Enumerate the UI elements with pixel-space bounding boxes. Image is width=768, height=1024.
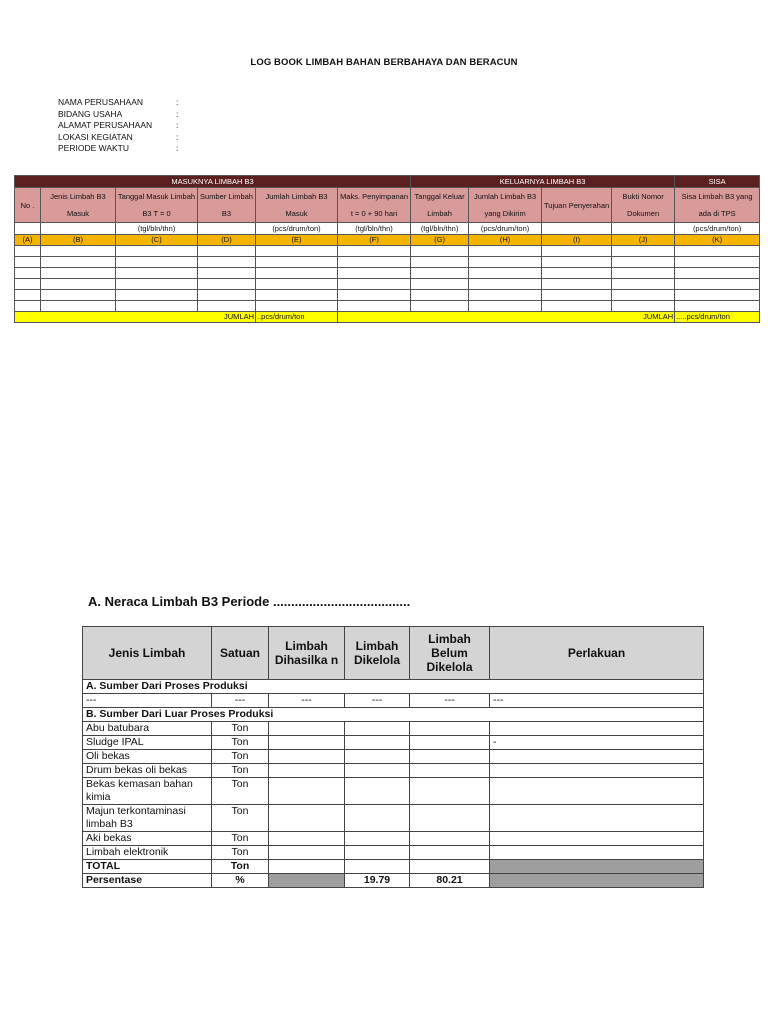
satuan-cell: Ton [212, 778, 269, 805]
unit-cell: (tgl/bln/thn) [411, 223, 469, 235]
jenis-cell: Sludge IPAL [83, 736, 212, 750]
persentase-belum: 80.21 [410, 874, 490, 888]
col-header-bukti: Bukti Nomor Dokumen [612, 188, 675, 223]
letter-cell: (E) [256, 235, 338, 246]
satuan-cell: Ton [212, 832, 269, 846]
dash-cell: --- [410, 694, 490, 708]
jenis-cell: Abu batubara [83, 722, 212, 736]
jenis-cell: Bekas kemasan bahan kimia [83, 778, 212, 805]
info-row [58, 97, 184, 109]
letter-cell: (B) [41, 235, 116, 246]
total-perlakuan-shaded [490, 860, 704, 874]
perlakuan-cell [490, 805, 704, 832]
neraca-header-satuan: Satuan [212, 627, 269, 680]
info-label: BIDANG USAHA [58, 108, 123, 119]
letter-cell: (H) [469, 235, 542, 246]
dash-cell: --- [345, 694, 410, 708]
table-row [83, 722, 704, 736]
col-header-tujuan: Tujuan Penyerahan [542, 188, 612, 223]
letter-cell: (A) [15, 235, 41, 246]
jumlah-label-in: JUMLAH [15, 312, 256, 323]
neraca-title: A. Neraca Limbah B3 Periode ...................................... [88, 594, 411, 609]
section-b-label: B. Sumber Dari Luar Proses Produksi [83, 708, 704, 722]
info-row [58, 120, 184, 132]
unit-cell [198, 223, 256, 235]
perlakuan-cell: - [490, 736, 704, 750]
perlakuan-cell [490, 722, 704, 736]
jenis-cell: Aki bekas [83, 832, 212, 846]
unit-cell [41, 223, 116, 235]
info-label: LOKASI KEGIATAN [58, 131, 133, 142]
table-row [83, 694, 704, 708]
info-row [58, 143, 184, 155]
neraca-header-jenis: Jenis Limbah [83, 627, 212, 680]
company-info [58, 97, 184, 155]
perlakuan-cell [490, 846, 704, 860]
dash-cell: --- [83, 694, 212, 708]
persentase-dikelola: 19.79 [345, 874, 410, 888]
satuan-cell: Ton [212, 764, 269, 778]
neraca-header-row [83, 627, 704, 680]
col-header-tanggal-keluar: Tanggal Keluar Limbah [411, 188, 469, 223]
letter-cell: (I) [542, 235, 612, 246]
satuan-cell: Ton [212, 750, 269, 764]
jenis-cell: Drum bekas oli bekas [83, 764, 212, 778]
table-row [83, 778, 704, 805]
table-row [15, 290, 760, 301]
letter-cell: (F) [338, 235, 411, 246]
satuan-cell: Ton [212, 805, 269, 832]
unit-row [15, 223, 760, 235]
perlakuan-cell [490, 764, 704, 778]
info-colon: : [176, 97, 179, 107]
persentase-row [83, 874, 704, 888]
unit-cell: (tgl/bln/thn) [116, 223, 198, 235]
jumlah-value-sisa: .....pcs/drum/ton [675, 312, 760, 323]
neraca-table [82, 626, 704, 888]
info-row [58, 132, 184, 144]
table-row [15, 268, 760, 279]
table-row [83, 750, 704, 764]
unit-cell [542, 223, 612, 235]
section-row [83, 680, 704, 694]
group-masuk: MASUKNYA LIMBAH B3 [15, 176, 411, 188]
table-row [83, 832, 704, 846]
unit-cell: (pcs/drum/ton) [256, 223, 338, 235]
col-header-sisa: Sisa Limbah B3 yang ada di TPS [675, 188, 760, 223]
col-header-sumber: Sumber Limbah B3 [198, 188, 256, 223]
unit-cell: (pcs/drum/ton) [469, 223, 542, 235]
col-header-jumlah-masuk: Jumlah Limbah B3 Masuk [256, 188, 338, 223]
info-colon: : [176, 108, 179, 119]
info-colon: : [176, 120, 179, 131]
jenis-cell: Oli bekas [83, 750, 212, 764]
info-row [58, 109, 184, 121]
letter-cell: (D) [198, 235, 256, 246]
col-header-maks: Maks. Penyimpanan t = 0 + 90 hari [338, 188, 411, 223]
col-header-tanggal-masuk: Tanggal Masuk Limbah B3 T = 0 [116, 188, 198, 223]
unit-cell: (tgl/bln/thn) [338, 223, 411, 235]
jumlah-value-in: ..pcs/drum/ton [256, 312, 338, 323]
persentase-satuan: % [212, 874, 269, 888]
letter-cell: (K) [675, 235, 760, 246]
persentase-label: Persentase [83, 874, 212, 888]
col-header-jumlah-dikirim: Jumlah Limbah B3 yang Dikirim [469, 188, 542, 223]
satuan-cell: Ton [212, 722, 269, 736]
neraca-header-dikelola: Limbah Dikelola [345, 627, 410, 680]
table-row [83, 846, 704, 860]
total-satuan: Ton [212, 860, 269, 874]
perlakuan-cell [490, 832, 704, 846]
satuan-cell: Ton [212, 736, 269, 750]
table-row [15, 279, 760, 290]
jenis-cell: Limbah elektronik [83, 846, 212, 860]
col-header-jenis: Jenis Limbah B3 Masuk [41, 188, 116, 223]
table-row [83, 805, 704, 832]
section-a-label: A. Sumber Dari Proses Produksi [83, 680, 704, 694]
group-sisa: SISA [675, 176, 760, 188]
total-row [83, 860, 704, 874]
col-header-no: No . [15, 188, 41, 223]
jumlah-label-out: JUMLAH [338, 312, 675, 323]
letter-cell: (G) [411, 235, 469, 246]
table-row [83, 764, 704, 778]
dash-cell: --- [269, 694, 345, 708]
table-row [15, 257, 760, 268]
dash-cell: --- [212, 694, 269, 708]
table-row [15, 301, 760, 312]
neraca-header-perlakuan: Perlakuan [490, 627, 704, 680]
group-keluar: KELUARNYA LIMBAH B3 [411, 176, 675, 188]
neraca-header-dihasilkan: Limbah Dihasilka n [269, 627, 345, 680]
info-colon: : [176, 131, 179, 142]
unit-cell [15, 223, 41, 235]
dash-cell: --- [490, 694, 704, 708]
persentase-dihasilkan-shaded [269, 874, 345, 888]
unit-cell [612, 223, 675, 235]
total-label: TOTAL [83, 860, 212, 874]
letter-cell: (C) [116, 235, 198, 246]
group-header-row [15, 176, 760, 188]
column-header-row [15, 188, 760, 223]
perlakuan-cell [490, 750, 704, 764]
jumlah-row [15, 312, 760, 323]
info-label: NAMA PERUSAHAAN [58, 97, 144, 107]
persentase-perlakuan-shaded [490, 874, 704, 888]
logbook-table [14, 175, 760, 323]
neraca-header-belum: Limbah Belum Dikelola [410, 627, 490, 680]
document-title: LOG BOOK LIMBAH BAHAN BERBAHAYA DAN BERACUN [250, 57, 518, 68]
jenis-cell: Majun terkontaminasi limbah B3 [83, 805, 212, 832]
perlakuan-cell [490, 778, 704, 805]
table-row [15, 246, 760, 257]
info-label: ALAMAT PERUSAHAAN [58, 120, 153, 131]
table-row [83, 736, 704, 750]
letter-row [15, 235, 760, 246]
info-label: PERIODE WAKTU [58, 143, 129, 154]
unit-cell: (pcs/drum/ton) [675, 223, 760, 235]
info-colon: : [176, 143, 179, 154]
letter-cell: (J) [612, 235, 675, 246]
section-row [83, 708, 704, 722]
satuan-cell: Ton [212, 846, 269, 860]
